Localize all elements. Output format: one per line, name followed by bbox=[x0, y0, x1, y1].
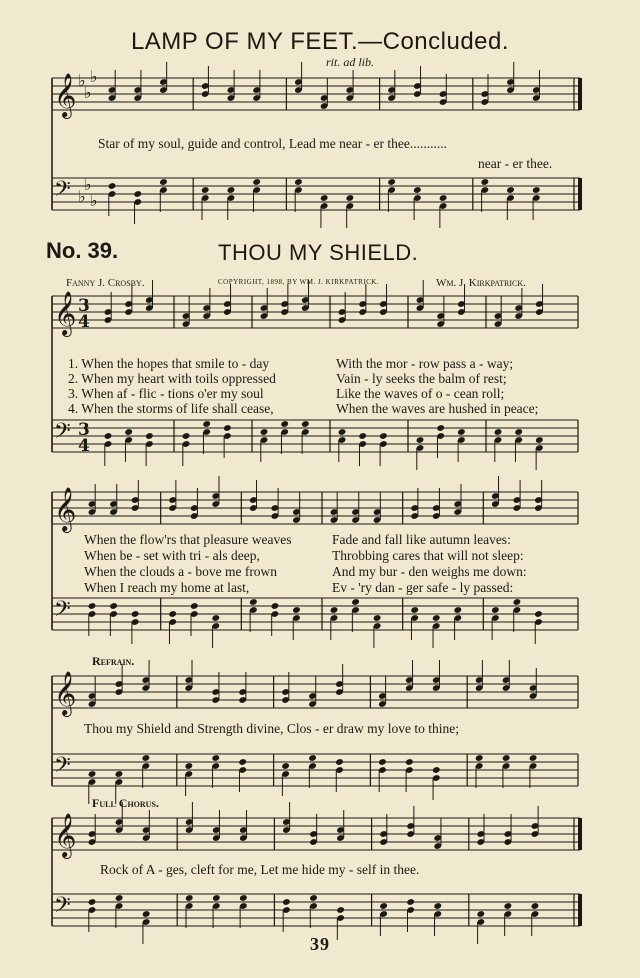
note-head bbox=[280, 420, 289, 428]
note-head bbox=[109, 602, 118, 610]
note-head bbox=[145, 432, 154, 440]
bass-clef-icon: 𝄢 bbox=[54, 419, 71, 449]
time-signature-bottom: 4 bbox=[78, 312, 90, 332]
note-head bbox=[227, 186, 236, 194]
verse-3-line-1-left: 3. When af - flic - tions o'er my soul bbox=[68, 386, 264, 401]
flat-icon: ♭ bbox=[90, 67, 98, 86]
note-head bbox=[88, 602, 97, 610]
note-head bbox=[413, 186, 422, 194]
hymn-number: No. 39. bbox=[46, 238, 119, 263]
note-head bbox=[453, 606, 462, 614]
verse-3-line-1-right: Like the waves of o - cean roll; bbox=[336, 386, 505, 401]
note-head bbox=[159, 178, 168, 186]
note-head bbox=[534, 610, 543, 618]
note-head bbox=[457, 428, 466, 436]
note-head bbox=[432, 614, 441, 622]
note-head bbox=[184, 762, 193, 770]
bass-clef-icon: 𝄢 bbox=[54, 177, 71, 207]
time-signature-top: 3 bbox=[78, 420, 90, 440]
note-head bbox=[115, 894, 124, 902]
flat-icon: ♭ bbox=[84, 175, 92, 194]
note-head bbox=[124, 428, 133, 436]
note-head bbox=[513, 598, 522, 606]
note-head bbox=[531, 902, 540, 910]
note-head bbox=[336, 906, 345, 914]
note-head bbox=[410, 606, 419, 614]
bass-clef-icon: 𝄢 bbox=[54, 753, 71, 783]
flat-icon: ♭ bbox=[78, 187, 86, 206]
flat-icon: ♭ bbox=[78, 71, 86, 90]
verse-2-line-1-right: Vain - ly seeks the balm of rest; bbox=[336, 371, 507, 386]
page-header-title: LAMP OF MY FEET.—Concluded. bbox=[130, 28, 510, 55]
verse-4-line-2-left: When I reach my home at last, bbox=[84, 580, 250, 595]
note-head bbox=[433, 902, 442, 910]
note-head bbox=[320, 194, 329, 202]
note-head bbox=[379, 902, 388, 910]
note-head bbox=[476, 910, 485, 918]
note-head bbox=[506, 186, 515, 194]
verse-2-line-1-left: 2. When my heart with toils oppressed bbox=[68, 371, 276, 386]
note-head bbox=[238, 758, 247, 766]
note-head bbox=[185, 894, 194, 902]
note-head bbox=[379, 432, 388, 440]
treble-clef-icon: 𝄞 bbox=[54, 73, 77, 117]
note-head bbox=[211, 614, 220, 622]
note-head bbox=[249, 598, 258, 606]
tempo-mark: rit. ad lib. bbox=[326, 55, 375, 69]
note-head bbox=[535, 436, 544, 444]
top-piece-echo-lyric: near - er thee. bbox=[478, 156, 553, 171]
verse-2-line-2-right: Throbbing cares that will not sleep: bbox=[332, 548, 524, 563]
note-head bbox=[108, 182, 117, 190]
refrain-label: Refrain. bbox=[92, 654, 135, 668]
note-head bbox=[338, 428, 347, 436]
verse-1-line-1-left: 1. When the hopes that smile to - day bbox=[68, 356, 270, 371]
note-head bbox=[378, 758, 387, 766]
note-head bbox=[432, 766, 441, 774]
note-head bbox=[88, 770, 97, 778]
note-head bbox=[346, 194, 355, 202]
verse-1-line-2-right: Fade and fall like autumn leaves: bbox=[332, 532, 511, 547]
note-head bbox=[309, 894, 318, 902]
note-head bbox=[201, 186, 210, 194]
note-head bbox=[416, 436, 425, 444]
verse-2-line-2-left: When be - set with tri - als deep, bbox=[84, 548, 260, 563]
note-head bbox=[260, 428, 269, 436]
note-head bbox=[88, 898, 97, 906]
note-head bbox=[212, 894, 221, 902]
treble-clef-icon: 𝄞 bbox=[54, 813, 77, 857]
note-head bbox=[292, 606, 301, 614]
note-head bbox=[202, 420, 211, 428]
time-signature-top: 3 bbox=[78, 296, 90, 316]
note-head bbox=[358, 432, 367, 440]
note-head bbox=[131, 610, 140, 618]
note-head bbox=[475, 754, 484, 762]
note-head bbox=[494, 428, 503, 436]
treble-clef-icon: 𝄞 bbox=[54, 291, 77, 335]
note-head bbox=[252, 178, 261, 186]
note-head bbox=[281, 762, 290, 770]
note-head bbox=[104, 432, 113, 440]
time-signature-bottom: 4 bbox=[78, 436, 90, 456]
note-head bbox=[308, 754, 317, 762]
note-head bbox=[223, 424, 232, 432]
refrain-lyric: Thou my Shield and Strength divine, Clos - er draw my love to thine; bbox=[84, 721, 459, 736]
note-head bbox=[514, 428, 523, 436]
note-head bbox=[532, 186, 541, 194]
note-head bbox=[387, 178, 396, 186]
verse-4-line-1-right: When the waves are hushed in peace; bbox=[336, 401, 539, 416]
note-head bbox=[504, 902, 513, 910]
verse-1-line-2-left: When the flow'rs that pleasure weaves bbox=[84, 532, 292, 547]
page-number: 39 bbox=[310, 934, 330, 954]
note-head bbox=[239, 894, 248, 902]
note-head bbox=[406, 898, 415, 906]
note-head bbox=[439, 194, 448, 202]
treble-clef-icon: 𝄞 bbox=[54, 487, 77, 531]
flat-icon: ♭ bbox=[90, 191, 98, 210]
note-head bbox=[133, 190, 142, 198]
note-head bbox=[168, 610, 177, 618]
note-head bbox=[271, 602, 280, 610]
verse-4-line-2-right: Ev - 'ry dan - ger safe - ly passed: bbox=[332, 580, 514, 595]
note-head bbox=[282, 898, 291, 906]
verse-1-line-1-right: With the mor - row pass a - way; bbox=[336, 356, 514, 371]
note-head bbox=[182, 432, 191, 440]
hymn-copyright: COPYRIGHT, 1898, BY WM. J. KIRKPATRICK. bbox=[218, 278, 380, 286]
bass-clef-icon: 𝄢 bbox=[54, 893, 71, 923]
note-head bbox=[491, 606, 500, 614]
note-head bbox=[529, 754, 538, 762]
verse-3-line-2-right: And my bur - den weighs me down: bbox=[332, 564, 527, 579]
note-head bbox=[115, 770, 124, 778]
note-head bbox=[373, 614, 382, 622]
full-chorus-label: Full Chorus. bbox=[92, 796, 159, 810]
note-head bbox=[480, 178, 489, 186]
note-head bbox=[211, 754, 220, 762]
note-head bbox=[190, 602, 199, 610]
chorus-lyric: Rock of A - ges, cleft for me, Let me hide my - self in thee. bbox=[100, 862, 420, 877]
note-head bbox=[330, 606, 339, 614]
note-head bbox=[142, 754, 151, 762]
top-piece-lyric: Star of my soul, guide and control, Lead me near - er thee........... bbox=[98, 136, 448, 151]
note-head bbox=[436, 424, 445, 432]
note-head bbox=[335, 758, 344, 766]
verse-3-line-2-left: When the clouds a - bove me frown bbox=[84, 564, 278, 579]
note-head bbox=[301, 420, 310, 428]
treble-clef-icon: 𝄞 bbox=[54, 671, 77, 715]
bass-clef-icon: 𝄢 bbox=[54, 597, 71, 627]
flat-icon: ♭ bbox=[84, 83, 92, 102]
hymn-title: THOU MY SHIELD. bbox=[218, 240, 419, 265]
note-head bbox=[142, 910, 151, 918]
note-head bbox=[502, 754, 511, 762]
note-head bbox=[294, 178, 303, 186]
verse-4-line-1-left: 4. When the storms of life shall cease, bbox=[68, 401, 274, 416]
hymn-author: Fanny J. Crosby. bbox=[66, 277, 145, 289]
note-head bbox=[405, 758, 414, 766]
note-head bbox=[351, 598, 360, 606]
hymn-composer: Wm. J. Kirkpatrick. bbox=[436, 277, 526, 289]
